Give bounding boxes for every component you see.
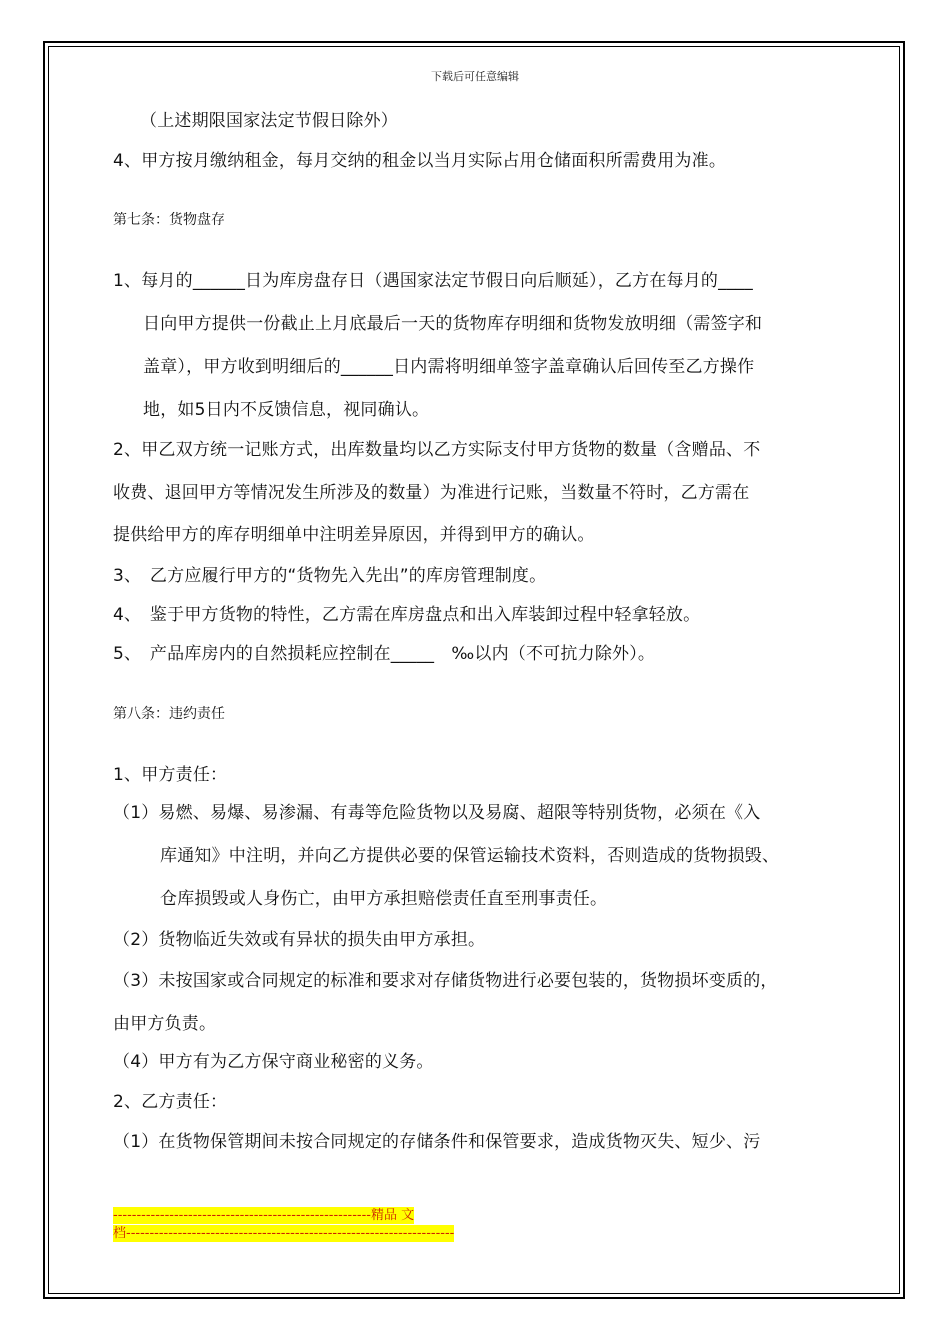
- paragraph-line: （2）货物临近失效或有异状的损失由甲方承担。: [113, 930, 486, 950]
- paragraph-line: 库通知》中注明，并向乙方提供必要的保管运输技术资料，否则造成的货物损毁、: [160, 846, 780, 866]
- paragraph-line: （1）在货物保管期间未按合同规定的存储条件和保管要求，造成货物灭失、短少、污: [113, 1132, 761, 1152]
- paragraph-line: （3）未按国家或合同规定的标准和要求对存储货物进行必要包装的，货物损坏变质的，: [113, 971, 778, 991]
- paragraph-line: （4）甲方有为乙方保守商业秘密的义务。: [113, 1052, 434, 1072]
- paragraph-line: 3、 乙方应履行甲方的“货物先入先出”的库房管理制度。: [113, 566, 547, 586]
- paragraph-line: 日向甲方提供一份截止上月底最后一天的货物库存明细和货物发放明细（需签字和: [143, 314, 763, 334]
- paragraph-line: （1）易燃、易爆、易渗漏、有毒等危险货物以及易腐、超限等特别货物，必须在《入: [113, 803, 761, 823]
- paragraph-line: 地，如5日内不反馈信息，视同确认。: [143, 400, 430, 420]
- paragraph-line: 5、 产品库房内的自然损耗应控制在_____ ‰以内（不可抗力除外）。: [113, 644, 656, 664]
- paragraph-line: 1、每月的______日为库房盘存日（遇国家法定节假日向后顺延），乙方在每月的____: [113, 271, 753, 291]
- footer-watermark-line2: 档----------------------------------------------------------------------: [113, 1226, 455, 1241]
- paragraph-line: 2、乙方责任：: [113, 1092, 228, 1112]
- paragraph-line: 仓库损毁或人身伤亡，由甲方承担赔偿责任直至刑事责任。: [160, 889, 608, 909]
- paragraph-line: 2、甲乙双方统一记账方式，出库数量均以乙方实际支付甲方货物的数量（含赠品、不: [113, 440, 761, 460]
- paragraph-line: 盖章），甲方收到明细后的______日内需将明细单签字盖章确认后回传至乙方操作: [143, 357, 755, 377]
- paragraph-line: （上述期限国家法定节假日除外）: [140, 111, 398, 131]
- paragraph-line: 1、甲方责任：: [113, 765, 228, 785]
- footer-watermark-line1: -------------------------------------------------------精品 文: [113, 1208, 415, 1223]
- paragraph-line: 由甲方负责。: [113, 1014, 217, 1034]
- paragraph-line: 4、 鉴于甲方货物的特性，乙方需在库房盘点和出入库装卸过程中轻拿轻放。: [113, 605, 701, 625]
- page-header: 下载后可任意编辑: [431, 70, 519, 83]
- paragraph-line: 提供给甲方的库存明细单中注明差异原因，并得到甲方的确认。: [113, 525, 595, 545]
- paragraph-line: 收费、退回甲方等情况发生所涉及的数量）为准进行记账，当数量不符时，乙方需在: [113, 483, 750, 503]
- section-heading: 第八条：违约责任: [113, 706, 225, 722]
- section-heading: 第七条：货物盘存: [113, 212, 225, 228]
- paragraph-line: 4、甲方按月缴纳租金，每月交纳的租金以当月实际占用仓储面积所需费用为准。: [113, 151, 727, 171]
